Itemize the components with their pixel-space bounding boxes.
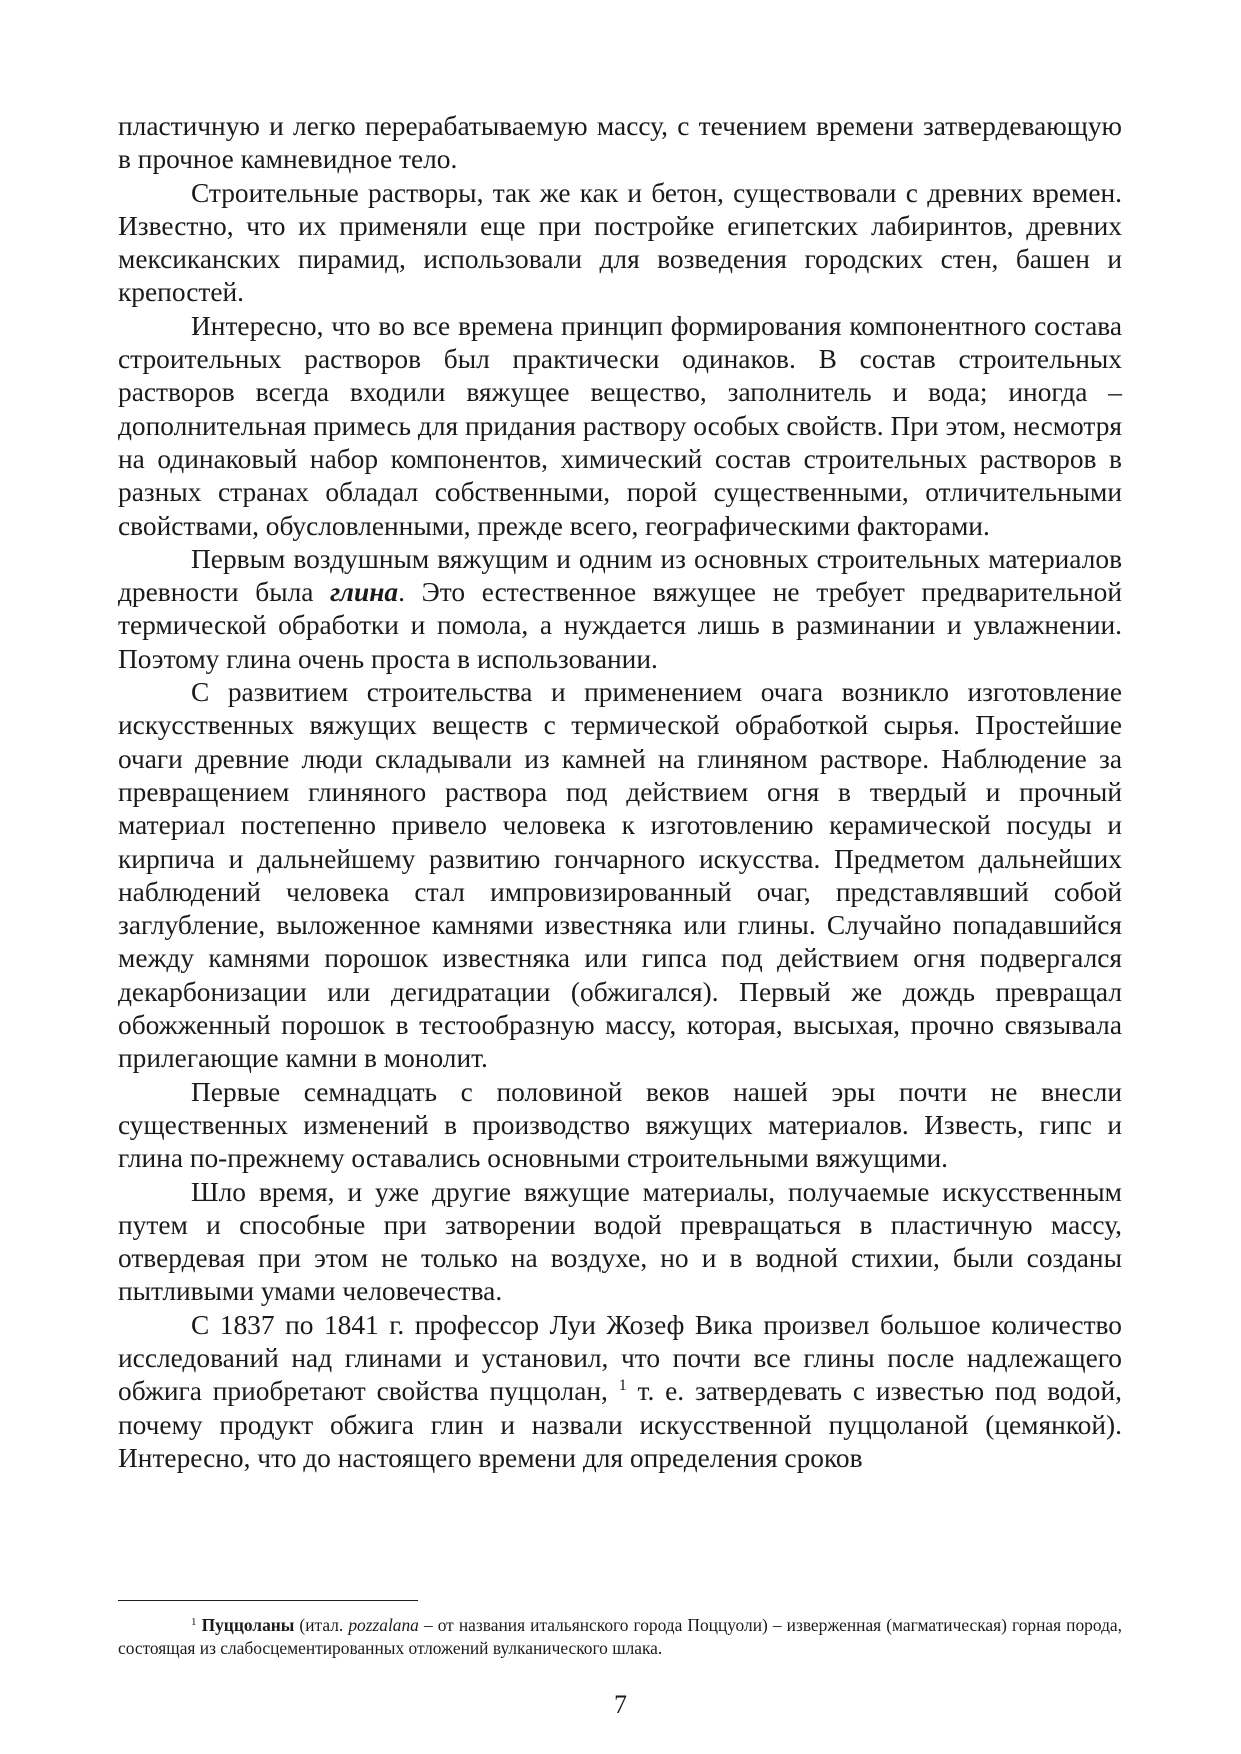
paragraph-text: Шло время, и уже другие вяжущие материалы, получаемые искусственным путем и способные при затворении водой превращаться в пластичную массу, отвердевая при этом не только на воздухе, но и в водной стихии, были созданы пытливыми умами человечества. [118, 1176, 1122, 1307]
footnote-italic-term: pozzalana [348, 1615, 419, 1635]
paragraph-text: Первым воздушным вяжущим и одним из основных строительных материалов древности была [118, 543, 1122, 608]
footnote [118, 1614, 1122, 1659]
footnote-divider [118, 1600, 418, 1601]
paragraph [118, 1309, 1122, 1475]
page-number: 7 [614, 1690, 627, 1719]
paragraph-text: С развитием строительства и применением очага возникло изготовление искусственных вяжущих веществ с термической обработкой сырья. Простейшие очаги древние люди складывали из камней на глиняном растворе. Наблюдение за превращением глиняного раствора под действием огня в твердый и прочный материал постепенно привело человека к изготовлению керамической посуды и кирпича и дальнейшему развитию гончарного искусства. Предметом дальнейших наблюдений человека стал импровизированный очаг, представлявший собой заглубление, выложенное камнями известняка или глины. Случайно попадавшийся между камнями порошок известняка или гипса под действием огня подвергался декарбонизации или дегидратации (обжигался). Первый же дождь превращал обожженный порошок в тестообразную массу, которая, высыхая, прочно связывала прилегающие камни в монолит. [118, 677, 1122, 1074]
paragraph-text: Первые семнадцать с половиной веков нашей эры почти не внесли существенных изменений в производство вяжущих материалов. Известь, гипс и глина по-прежнему оставались основными строительными вяжущими. [118, 1076, 1122, 1174]
footnote-marker: 1 [191, 1616, 197, 1628]
body-text [118, 110, 1122, 1475]
paragraph-text: С 1837 по 1841 г. профессор Луи Жозеф Вика произвел большое количество исследований над глинами и установил, что почти все глины после надлежащего обжига приобретают свойства пуццолан, [118, 1309, 1122, 1407]
paragraph [118, 676, 1122, 1076]
paragraph [118, 110, 1122, 177]
emphasized-term: глина [330, 577, 399, 608]
paragraph-text: Строительные растворы, так же как и бетон, существовали с древних времен. Известно, что их применяли еще при постройке египетских лабиринтов, древних мексиканских пирамид, использовали для возведения городских стен, башен и крепостей. [118, 177, 1122, 308]
paragraph [118, 1076, 1122, 1176]
paragraph-text: . Это естественное вяжущее не требует предварительной термической обработки и помола, а нуждается лишь в разминании и увлажнении. Поэтому глина очень проста в использовании. [118, 577, 1123, 674]
paragraph-text: пластичную и легко перерабатываемую массу, с течением времени затвердевающую в прочное камневидное тело. [118, 111, 1122, 175]
paragraph-text: Интересно, что во все времена принцип формирования компонентного состава строительных растворов был практически одинаков. В состав строительных растворов всегда входили вяжущее вещество, заполнитель и вода; иногда – дополнительная примесь для придания раствору особых свойств. При этом, несмотря на одинаковый набор компонентов, химический состав строительных растворов в разных странах обладал собственными, порой существенными, отличительными свойствами, обусловленными, прежде всего, географическими факторами. [118, 310, 1122, 541]
paragraph-text: т. е. затвердевать с известью под водой, почему продукт обжига глин и назвали искусственной пуццоланой (цемянкой). Интересно, что до настоящего времени для определения сроков [118, 1376, 1122, 1473]
paragraph [118, 543, 1122, 676]
footnote-reference[interactable]: 1 [618, 1377, 627, 1395]
footnote-text: (итал. [294, 1615, 349, 1635]
footnote-text: – от названия итальянского города Поццуоли) – изверженная (магматическая) горная порода, состоящая из слабосцементированных отложений вулканического шлака. [118, 1615, 1122, 1658]
paragraph [118, 1176, 1122, 1309]
footnote-term: Пуццоланы [201, 1615, 295, 1635]
paragraph [118, 310, 1122, 543]
paragraph [118, 177, 1122, 310]
